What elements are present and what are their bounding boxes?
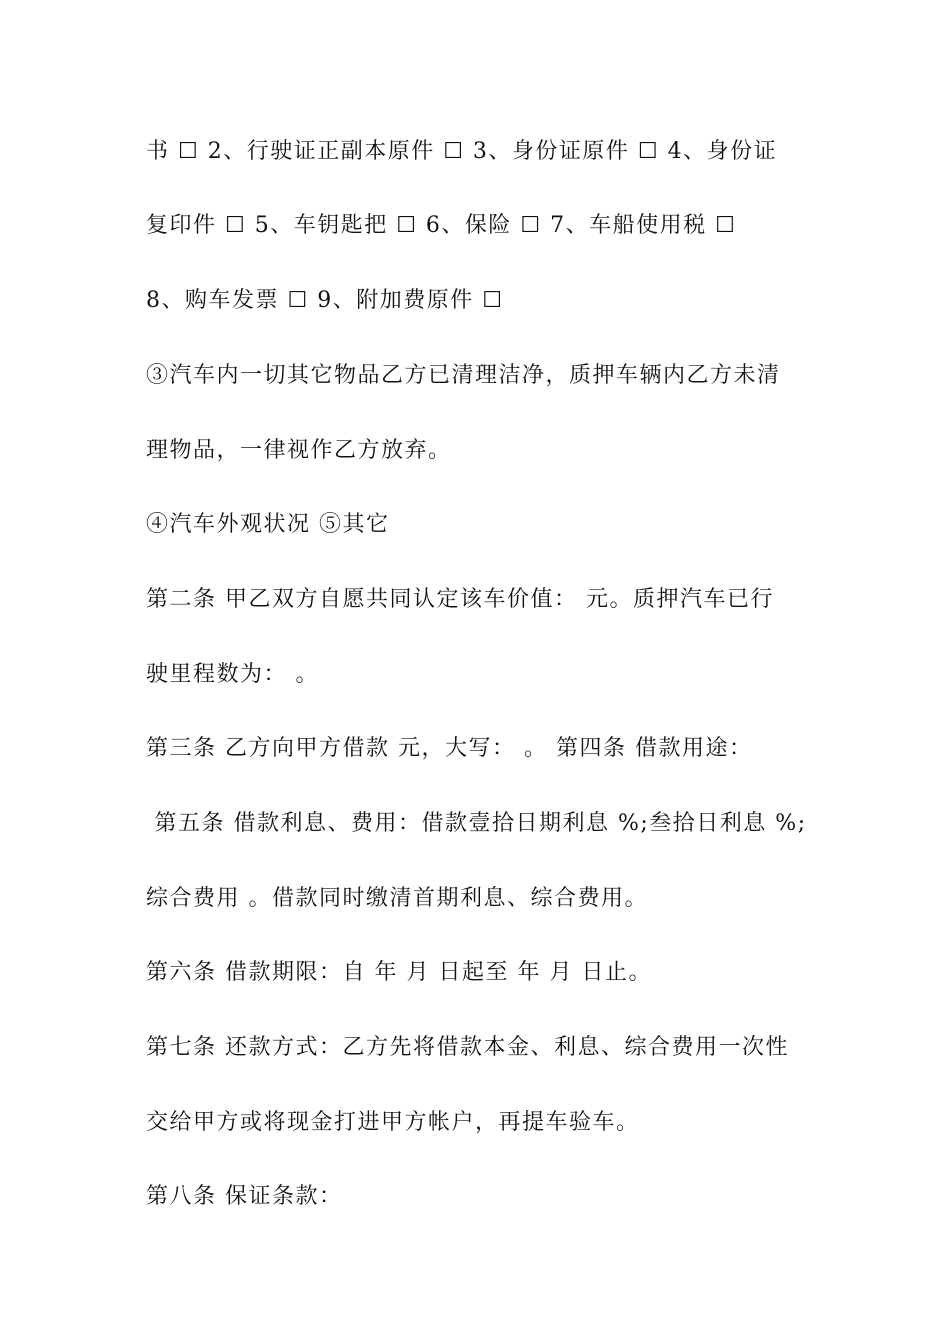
document-line-8: 驶里程数为： 。 — [146, 662, 319, 687]
document-line-10: 第五条 借款利息、费用：借款壹拾日期利息 %;叁拾日利息 %; — [146, 811, 807, 836]
document-line-2: 复印件 ☐ 5、车钥匙把 ☐ 6、保险 ☐ 7、车船使用税 ☐ — [146, 213, 737, 238]
document-line-3: 8、购车发票 ☐ 9、附加费原件 ☐ — [146, 288, 504, 313]
document-line-9: 第三条 乙方向甲方借款 元，大写： 。 第四条 借款用途： — [146, 736, 753, 761]
document-line-11: 综合费用 。借款同时缴清首期利息、综合费用。 — [146, 886, 648, 911]
document-line-1: 书 ☐ 2、行驶证正副本原件 ☐ 3、身份证原件 ☐ 4、身份证 — [146, 139, 778, 164]
document-line-14: 交给甲方或将现金打进甲方帐户，再提车验车。 — [146, 1110, 640, 1135]
document-line-6: ④汽车外观状况 ⑤其它 — [146, 512, 390, 537]
document-line-4: ③汽车内一切其它物品乙方已清理洁净，质押车辆内乙方未清 — [146, 363, 781, 388]
document-line-5: 理物品，一律视作乙方放弃。 — [146, 438, 452, 463]
document-line-13: 第七条 还款方式：乙方先将借款本金、利息、综合费用一次性 — [146, 1035, 789, 1060]
document-line-15: 第八条 保证条款： — [146, 1184, 343, 1209]
document-line-7: 第二条 甲乙双方自愿共同认定该车价值： 元。质押汽车已行 — [146, 587, 774, 612]
document-line-12: 第六条 借款期限：自 年 月 日起至 年 月 日止。 — [146, 960, 652, 985]
